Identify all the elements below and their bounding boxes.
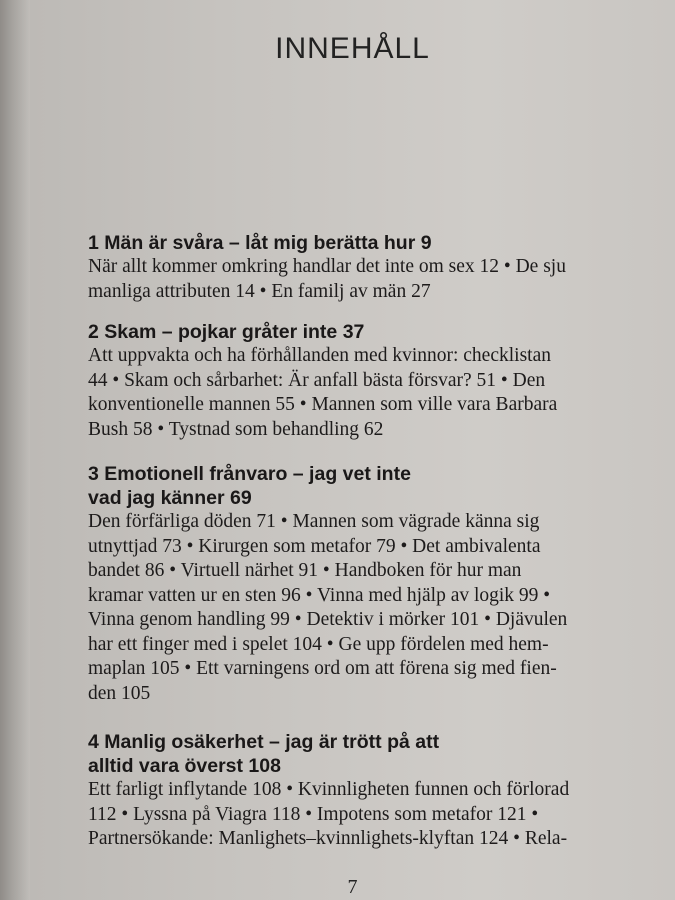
toc-entry-line: utnyttjad 73 • Kirurgen som metafor 79 • Det ambivalenta (88, 535, 541, 557)
toc-section-title-line: 1 Män är svåra – låt mig berätta hur 9 (88, 232, 432, 254)
toc-entry-line: manliga attributen 14 • En familj av män 27 (88, 280, 431, 302)
page-number: 7 (347, 876, 358, 898)
toc-section-entries (88, 510, 628, 706)
toc-entry-line: Bush 58 • Tystnad som behandling 62 (88, 418, 384, 440)
toc-section-title (88, 730, 628, 778)
toc-entry-line: har ett finger med i spelet 104 • Ge upp fördelen med hem- (88, 633, 549, 655)
book-spine-edge (0, 0, 30, 900)
toc-section-title-line: 4 Manlig osäkerhet – jag är trött på att (88, 731, 440, 753)
toc-section-entries (88, 255, 628, 304)
toc-section-title-line: alltid vara överst 108 (88, 755, 281, 777)
toc-entry-line: När allt kommer omkring handlar det inte om sex 12 • De sju (88, 256, 566, 277)
toc-section-title (88, 231, 628, 255)
toc-section-1 (88, 231, 628, 304)
toc-entry-line: Att uppvakta och ha förhållanden med kvinnor: checklistan (88, 345, 551, 366)
toc-entry-line: kramar vatten ur en sten 96 • Vinna med hjälp av logik 99 • (88, 584, 551, 606)
toc-section-title-line: 2 Skam – pojkar gråter inte 37 (88, 321, 365, 343)
toc-entry-line: Partnersökande: Manlighets–kvinnlighets-klyftan 124 • Rela- (88, 828, 568, 849)
toc-section-3 (88, 462, 628, 706)
toc-entry-line: 44 • Skam och sårbarhet: Är anfall bästa försvar? 51 • Den (88, 369, 546, 391)
toc-entry-line: 112 • Lyssna på Viagra 118 • Impotens som metafor 121 • (88, 803, 539, 825)
toc-entry-line: maplan 105 • Ett varningens ord om att förena sig med fien- (88, 658, 557, 679)
toc-entry-line: Vinna genom handling 99 • Detektiv i mörker 101 • Djävulen (88, 609, 568, 630)
toc-section-title-line: 3 Emotionell frånvaro – jag vet inte (88, 463, 411, 485)
toc-section-entries (88, 344, 628, 442)
toc-entry-line: Ett farligt inflytande 108 • Kvinnligheten funnen och förlorad (88, 779, 570, 800)
toc-entry-line: Den förfärliga döden 71 • Mannen som vägrade känna sig (88, 511, 540, 532)
page-heading: INNEHÅLL (275, 32, 430, 65)
toc-section-title (88, 320, 628, 344)
toc-section-entries (88, 778, 628, 852)
toc-entry-line: bandet 86 • Virtuell närhet 91 • Handboken för hur man (88, 560, 522, 581)
toc-section-4 (88, 730, 628, 852)
toc-entry-line: den 105 (88, 682, 151, 704)
toc-section-2 (88, 320, 628, 442)
toc-section-title (88, 462, 628, 510)
toc-entry-line: konventionelle mannen 55 • Mannen som ville vara Barbara (88, 394, 558, 415)
book-page (30, 0, 675, 900)
toc-section-title-line: vad jag känner 69 (88, 487, 252, 509)
